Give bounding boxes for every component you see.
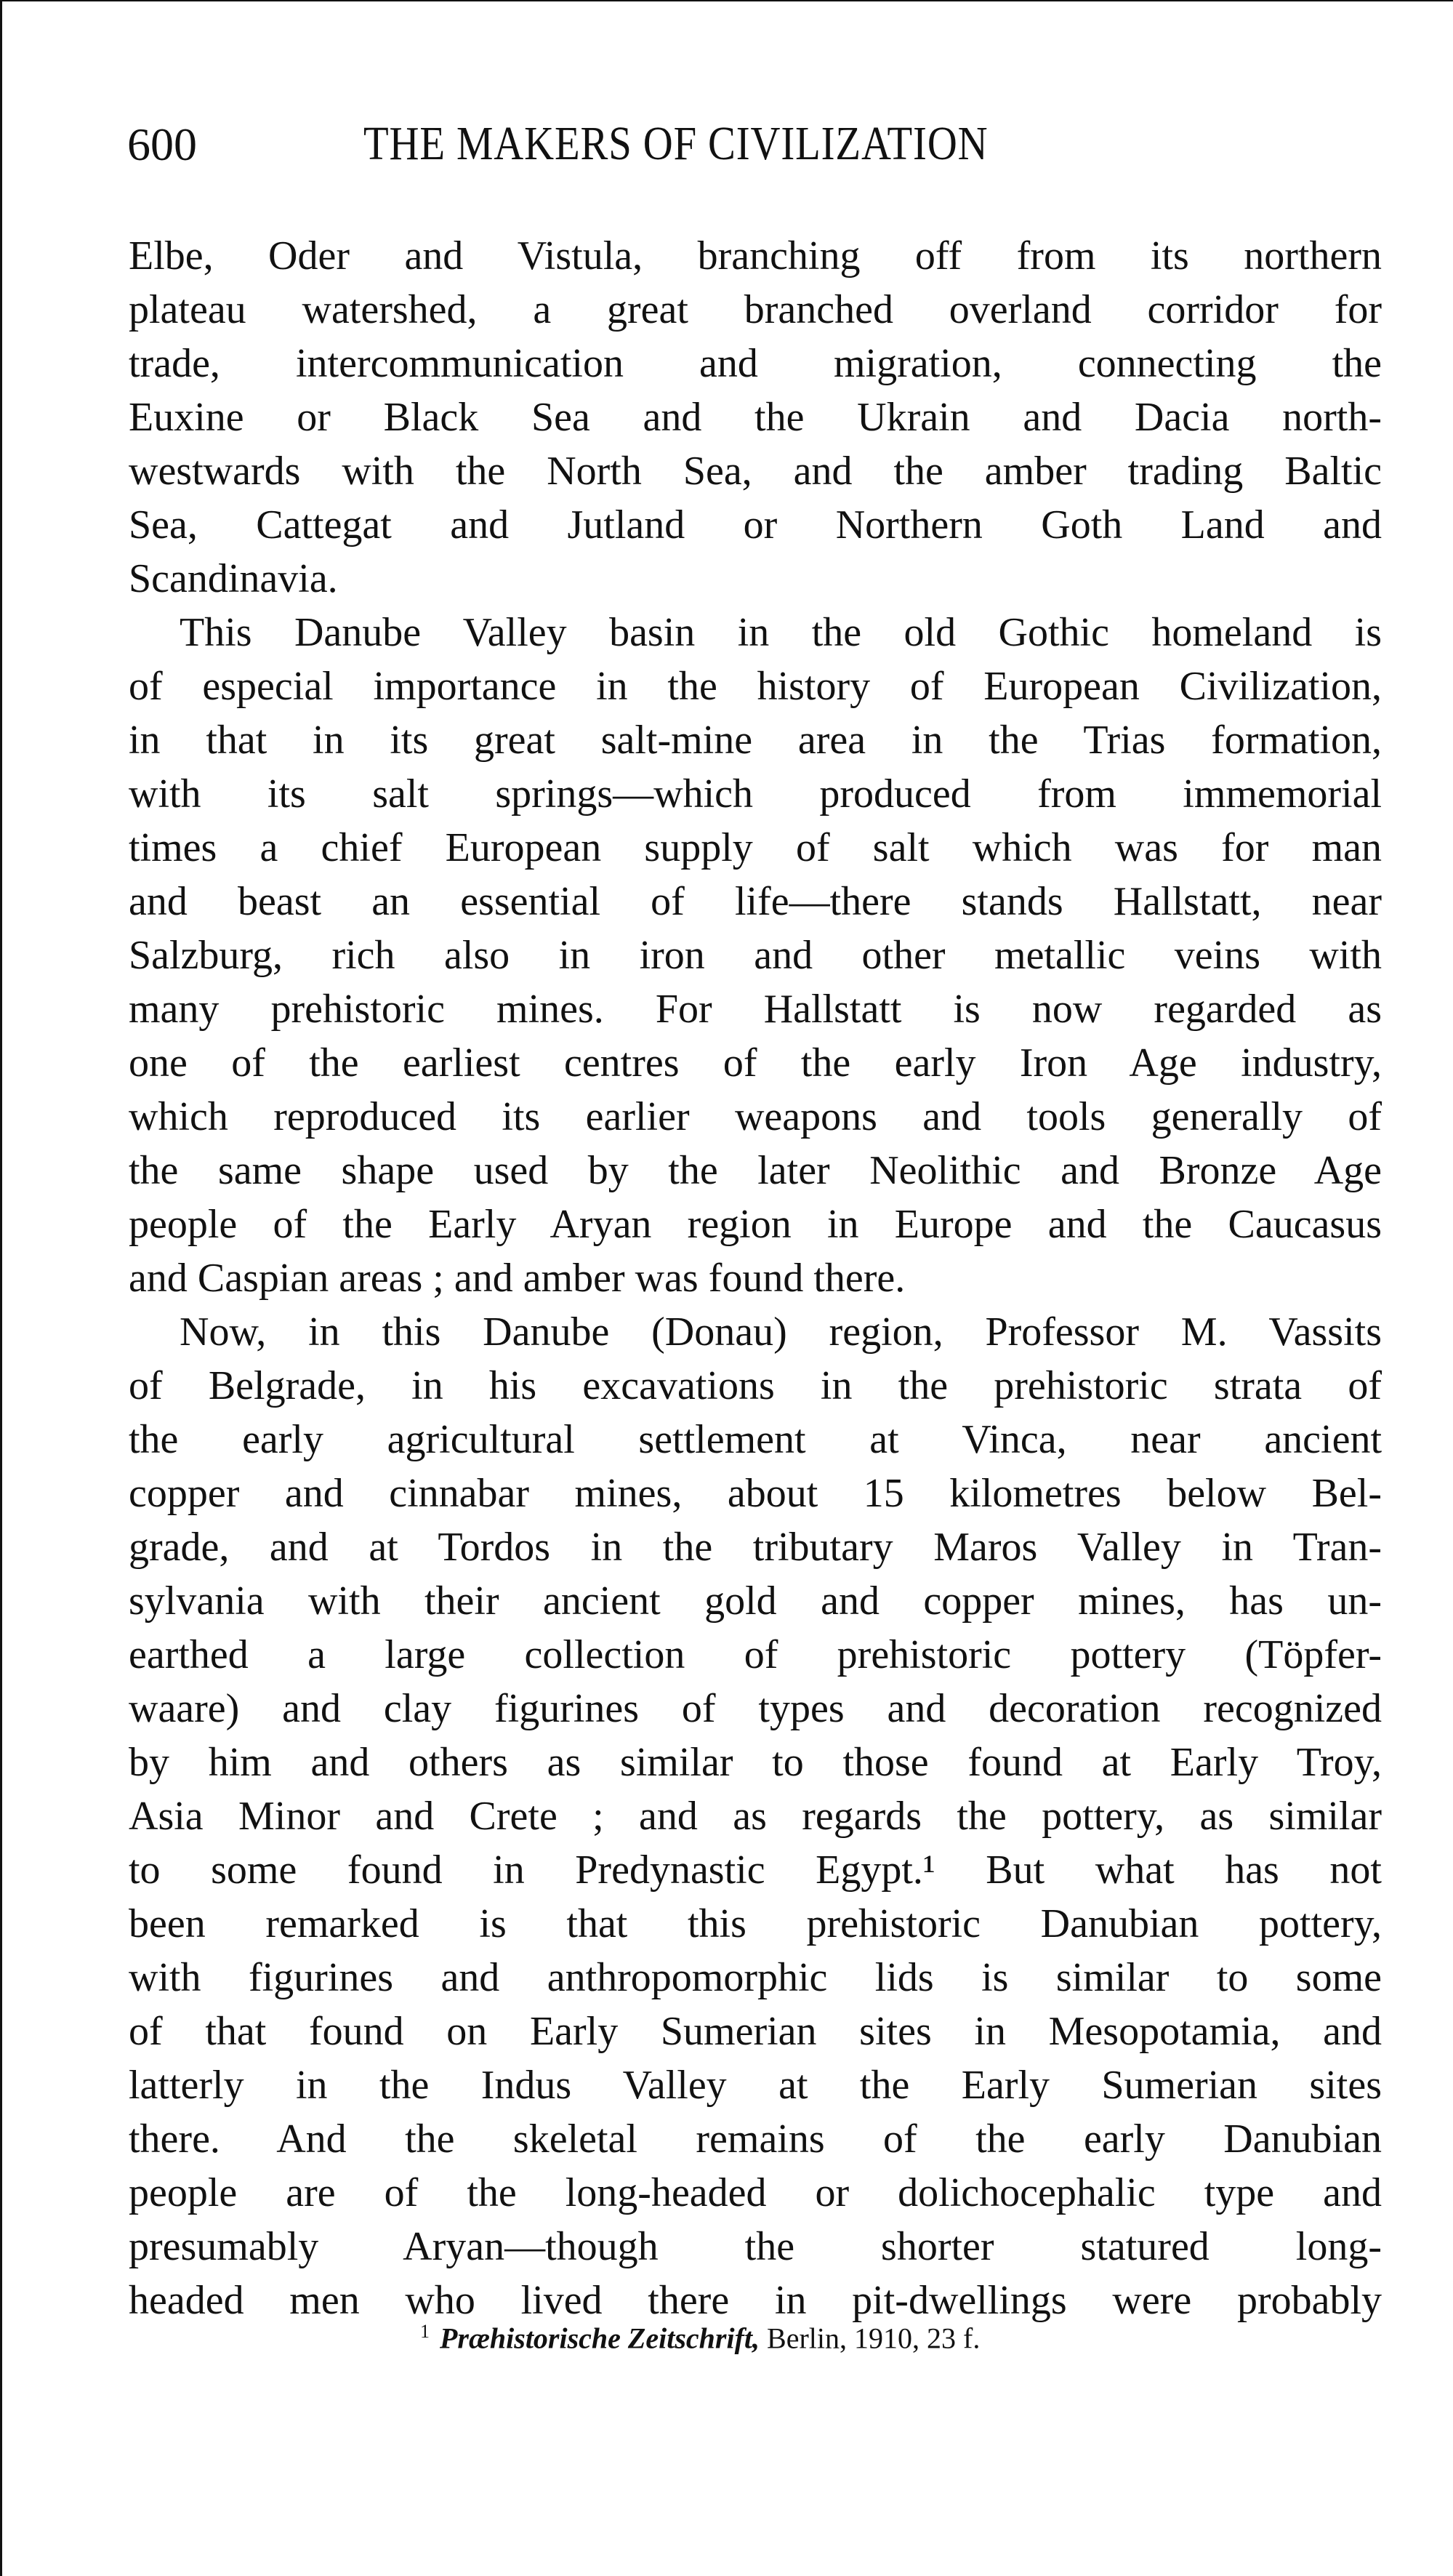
text-line: Now, in this Danube (Donau) region, Professor M. Vassits: [180, 1309, 1382, 1355]
text-line: Euxine or Black Sea and the Ukrain and Dacia north-: [129, 395, 1382, 440]
running-title: THE MAKERS OF CIVILIZATION: [363, 117, 989, 170]
text-line: sylvania with their ancient gold and copper mines, has un-: [129, 1578, 1382, 1624]
text-line: and Caspian areas ; and amber was found there.: [129, 1256, 906, 1301]
text-line: Scandinavia.: [129, 556, 338, 601]
footnote-details: Berlin, 1910, 23 f.: [767, 2322, 981, 2355]
text-line: of Belgrade, in his excavations in the prehistoric strata of: [129, 1363, 1382, 1408]
text-line: of that found on Early Sumerian sites in Mesopotamia, and: [129, 2009, 1382, 2054]
text-line: This Danube Valley basin in the old Gothic homeland is: [180, 610, 1382, 655]
text-line: by him and others as similar to those found at Early Troy,: [129, 1740, 1382, 1785]
text-line: the same shape used by the later Neolithic and Bronze Age: [129, 1148, 1382, 1193]
text-line: one of the earliest centres of the early Iron Age industry,: [129, 1040, 1382, 1086]
text-line: people of the Early Aryan region in Europe and the Caucasus: [129, 1202, 1382, 1247]
text-line: of especial importance in the history of European Civilization,: [129, 664, 1382, 709]
text-line: in that in its great salt-mine area in the Trias formation,: [129, 718, 1382, 763]
text-line: waare) and clay figurines of types and decoration recognized: [129, 1686, 1382, 1731]
text-line: latterly in the Indus Valley at the Early Sumerian sites: [129, 2063, 1382, 2108]
text-line: trade, intercommunication and migration, connecting the: [129, 341, 1382, 386]
text-line: been remarked is that this prehistoric Danubian pottery,: [129, 1901, 1382, 1946]
text-line: plateau watershed, a great branched overland corridor for: [129, 287, 1382, 332]
page-number: 600: [127, 119, 197, 170]
text-line: people are of the long-headed or dolichocephalic type and: [129, 2170, 1382, 2215]
footnote: [420, 2321, 980, 2355]
text-line: and beast an essential of life—there stands Hallstatt, near: [129, 879, 1382, 924]
text-line: Sea, Cattegat and Jutland or Northern Goth Land and: [129, 502, 1382, 547]
text-line: Elbe, Oder and Vistula, branching off from its northern: [129, 233, 1382, 278]
text-line: earthed a large collection of prehistoric pottery (Töpfer-: [129, 1632, 1382, 1677]
text-line: Asia Minor and Crete ; and as regards the pottery, as similar: [129, 1794, 1382, 1839]
text-line: with its salt springs—which produced from immemorial: [129, 771, 1382, 816]
text-line: the early agricultural settlement at Vinca, near ancient: [129, 1417, 1382, 1462]
text-line: which reproduced its earlier weapons and tools generally of: [129, 1094, 1382, 1139]
body-text: [129, 229, 1382, 2327]
footnote-source: Præhistorische Zeitschrift,: [440, 2322, 760, 2355]
text-line: copper and cinnabar mines, about 15 kilometres below Bel-: [129, 1471, 1382, 1516]
text-line: westwards with the North Sea, and the amber trading Baltic: [129, 449, 1382, 494]
text-line: there. And the skeletal remains of the early Danubian: [129, 2116, 1382, 2162]
text-line: headed men who lived there in pit-dwellings were probably: [129, 2278, 1382, 2323]
text-line: presumably Aryan—though the shorter statured long-: [129, 2224, 1382, 2269]
text-line: Salzburg, rich also in iron and other metallic veins with: [129, 933, 1382, 978]
text-line: many prehistoric mines. For Hallstatt is now regarded as: [129, 987, 1382, 1032]
text-line: to some found in Predynastic Egypt.¹ But what has not: [129, 1847, 1382, 1893]
footnote-mark: 1: [420, 2321, 430, 2342]
text-line: with figurines and anthropomorphic lids is similar to some: [129, 1955, 1382, 2000]
text-line: grade, and at Tordos in the tributary Maros Valley in Tran-: [129, 1525, 1382, 1570]
text-line: times a chief European supply of salt which was for man: [129, 825, 1382, 870]
